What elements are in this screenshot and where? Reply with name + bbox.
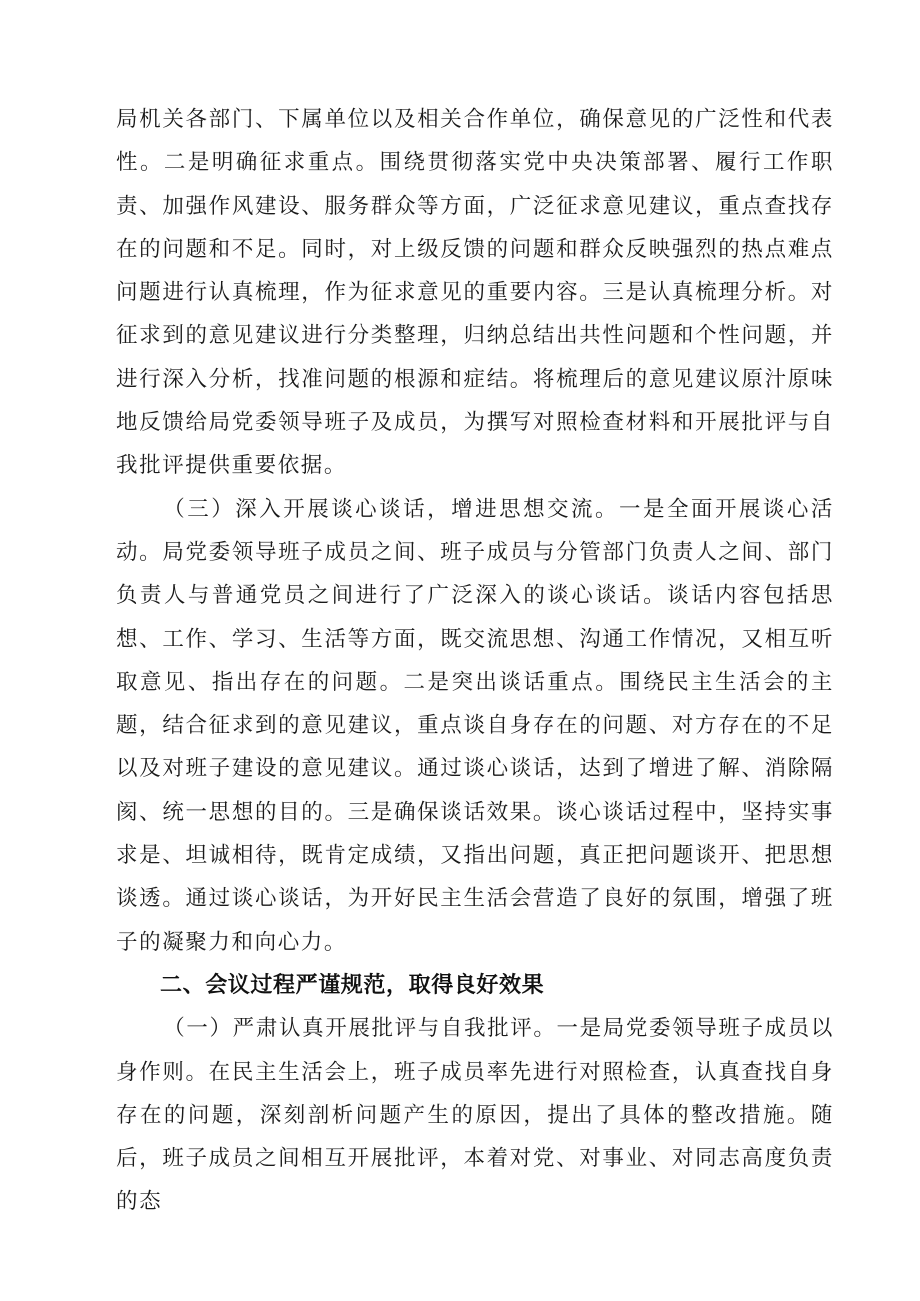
paragraph-feedback-analysis: 局机关各部门、下属单位以及相关合作单位，确保意见的广泛性和代表性。二是明确征求重点。围绕贯彻落实党中央决策部署、履行工作职责、加强作风建设、服务群众等方面，广泛征求意见建议，重点查找存在的问题和不足。同时，对上级反馈的问题和群众反映强烈的热点难点问题进行认真梳理，作为征求意见的重要内容。三是认真梳理分析。对征求到的意见建议进行分类整理，归纳总结出共性问题和个性问题，并进行深入分析，找准问题的根源和症结。将梳理后的意见建议原汁原味地反馈给局党委领导班子及成员，为撰写对照检查材料和开展批评与自我批评提供重要依据。 — [116, 107, 834, 479]
paragraph-criticism-self-criticism: （一）严肃认真开展批评与自我批评。一是局党委领导班子成员以身作则。在民主生活会上，班子成员率先进行对照检查，认真查找自身存在的问题，深刻剖析问题产生的原因，提出了具体的整改措施。随后，班子成员之间相互开展批评，本着对党、对事业、对同志高度负责的态 — [116, 1016, 834, 1215]
document-body — [116, 98, 834, 1224]
section-heading-meeting-process: 二、会议过程严谨规范，取得良好效果 — [160, 972, 545, 998]
paragraph-heart-to-heart-talks: （三）深入开展谈心谈话，增进思想交流。一是全面开展谈心活动。局党委领导班子成员之间、班子成员与分管部门负责人之间、部门负责人与普通党员之间进行了广泛深入的谈心谈话。谈话内容包括思想、工作、学习、生活等方面，既交流思想、沟通工作情况，又相互听取意见、指出存在的问题。二是突出谈话重点。围绕民主生活会的主题，结合征求到的意见建议，重点谈自身存在的问题、对方存在的不足以及对班子建设的意见建议。通过谈心谈话，达到了增进了解、消除隔阂、统一思想的目的。三是确保谈话效果。谈心谈话过程中，坚持实事求是、坦诚相待，既肯定成绩，又指出问题，真正把问题谈开、把思想谈透。通过谈心谈话，为开好民主生活会营造了良好的氛围，增强了班子的凝聚力和向心力。 — [116, 496, 834, 955]
